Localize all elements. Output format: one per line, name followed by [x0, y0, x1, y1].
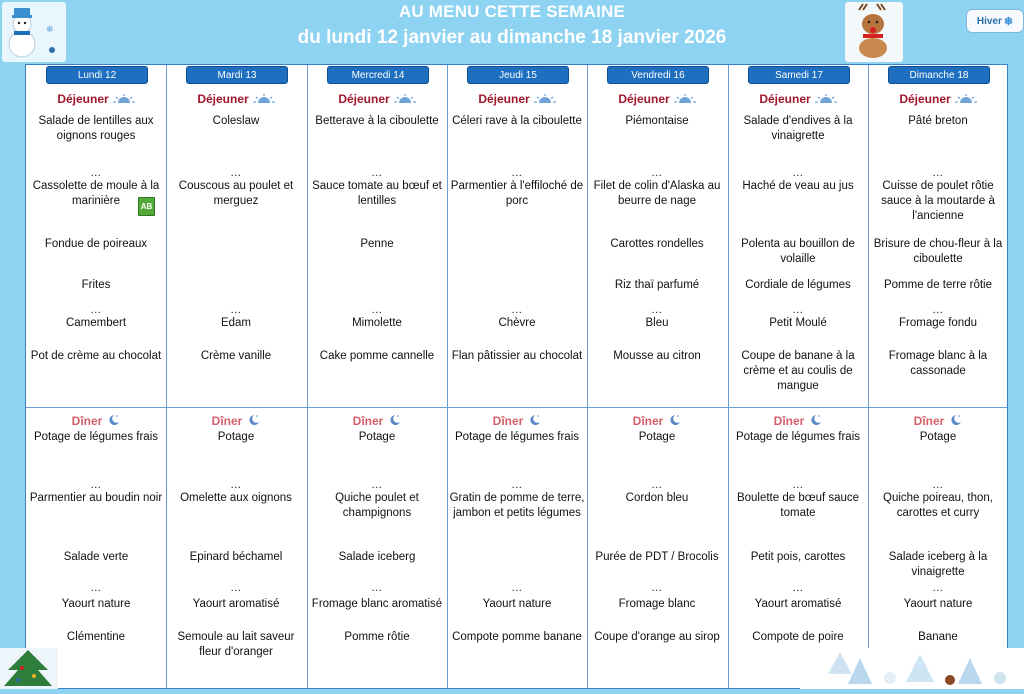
- dejeuner-heading: [307, 92, 447, 107]
- diner-label: Dîner: [773, 414, 805, 428]
- dejeuner-label: Déjeuner: [899, 92, 951, 106]
- diner-dish: Potage de légumes frais: [454, 431, 580, 443]
- diner-dish: Coupe d'orange au sirop: [594, 631, 720, 643]
- course-separator: ...: [651, 304, 663, 316]
- dejeuner-dish: Mimolette: [352, 317, 402, 329]
- dejeuner-heading: [26, 92, 166, 107]
- course-separator: ...: [371, 304, 383, 316]
- course-separator: ...: [371, 167, 383, 179]
- snowflake-icon: ❄: [1003, 15, 1014, 28]
- dejeuner-dish: Fondue de poireaux: [44, 238, 148, 250]
- dejeuner-dish: Cake pomme cannelle: [319, 350, 435, 362]
- day-header-tab: Lundi 12: [46, 66, 148, 84]
- moon-icon: [527, 414, 541, 429]
- diner-dish: Potage de légumes frais: [735, 431, 861, 443]
- diner-dish: Yaourt aromatisé: [754, 598, 842, 610]
- dejeuner-dish: Fromage blanc à la cassonade: [888, 350, 988, 377]
- day-header-tab: Mardi 13: [186, 66, 288, 84]
- organic-label-icon: AB: [138, 197, 155, 216]
- dejeuner-dish: Parmentier à l'effiloché de porc: [450, 180, 584, 207]
- day-header-tab: Vendredi 16: [607, 66, 709, 84]
- dejeuner-dish: Salade d'endives à la vinaigrette: [743, 115, 853, 142]
- day-column: [166, 65, 306, 688]
- diner-label: Dîner: [913, 414, 945, 428]
- dejeuner-label: Déjeuner: [338, 92, 390, 106]
- diner-heading: [868, 414, 1008, 429]
- dejeuner-dish: Haché de veau au jus: [742, 180, 854, 192]
- moon-icon: [808, 414, 822, 429]
- diner-dish: Quiche poulet et champignons: [335, 492, 419, 519]
- dejeuner-dish: Betterave à la ciboulette: [315, 115, 439, 127]
- diner-dish: Petit pois, carottes: [750, 551, 846, 563]
- diner-heading: [587, 414, 727, 429]
- diner-dish: Parmentier au boudin noir: [29, 492, 163, 504]
- diner-label: Dîner: [632, 414, 664, 428]
- diner-dish: Potage de légumes frais: [33, 431, 159, 443]
- dejeuner-label: Déjeuner: [478, 92, 530, 106]
- diner-dish: Fromage blanc: [618, 598, 696, 610]
- dejeuner-dish: Flan pâtissier au chocolat: [451, 350, 583, 362]
- diner-dish: Yaourt nature: [903, 598, 973, 610]
- dejeuner-dish: Crème vanille: [200, 350, 272, 362]
- sun-icon: [253, 93, 275, 107]
- diner-dish: Gratin de pomme de terre, jambon et petits légumes: [449, 492, 585, 519]
- sun-icon: [394, 93, 416, 107]
- moon-icon: [106, 414, 120, 429]
- diner-dish: Yaourt aromatisé: [192, 598, 280, 610]
- course-separator: ...: [932, 479, 944, 491]
- dejeuner-dish: Edam: [220, 317, 252, 329]
- diner-dish: Compote pomme banane: [452, 631, 582, 643]
- day-header-tab: Mercredi 14: [327, 66, 429, 84]
- dejeuner-dish: Frites: [81, 279, 111, 291]
- course-separator: ...: [511, 167, 523, 179]
- dejeuner-dish: Pâté breton: [908, 115, 968, 127]
- day-column: [587, 65, 727, 688]
- moon-icon: [387, 414, 401, 429]
- course-separator: ...: [932, 304, 944, 316]
- dejeuner-heading: [868, 92, 1008, 107]
- day-column: [307, 65, 447, 688]
- dejeuner-dish: Filet de colin d'Alaska au beurre de nage: [593, 180, 721, 207]
- diner-dish: Salade iceberg à la vinaigrette: [888, 551, 988, 578]
- diner-dish: Omelette aux oignons: [180, 492, 292, 504]
- dejeuner-dish: Cassolette de moule à la marinière: [32, 180, 160, 207]
- course-separator: ...: [230, 167, 242, 179]
- dejeuner-heading: [728, 92, 868, 107]
- course-separator: ...: [511, 304, 523, 316]
- diner-dish: Compote de poire: [752, 631, 844, 643]
- diner-label: Dîner: [492, 414, 524, 428]
- course-separator: ...: [792, 582, 804, 594]
- diner-dish: Pomme rôtie: [344, 631, 410, 643]
- menu-grid: [25, 64, 1008, 689]
- course-separator: ...: [90, 582, 102, 594]
- page-subtitle: du lundi 12 janvier au dimanche 18 janvier 2026: [297, 27, 727, 48]
- dejeuner-dish: Céleri rave à la ciboulette: [452, 115, 582, 127]
- dejeuner-dish: Penne: [360, 238, 394, 250]
- dejeuner-dish: Petit Moulé: [769, 317, 827, 329]
- sun-icon: [815, 93, 837, 107]
- winter-scene-illustration: [800, 648, 1024, 689]
- course-separator: ...: [371, 479, 383, 491]
- dejeuner-label: Déjeuner: [197, 92, 249, 106]
- moon-icon: [667, 414, 681, 429]
- dejeuner-dish: Salade de lentilles aux oignons rouges: [38, 115, 154, 142]
- course-separator: ...: [651, 167, 663, 179]
- dejeuner-heading: [447, 92, 587, 107]
- course-separator: ...: [90, 479, 102, 491]
- season-badge: [966, 9, 1024, 33]
- dejeuner-dish: Riz thaï parfumé: [614, 279, 700, 291]
- course-separator: ...: [792, 304, 804, 316]
- dejeuner-dish: Camembert: [65, 317, 127, 329]
- diner-dish: Salade iceberg: [338, 551, 416, 563]
- diner-label: Dîner: [211, 414, 243, 428]
- course-separator: ...: [230, 582, 242, 594]
- diner-dish: Fromage blanc aromatisé: [311, 598, 443, 610]
- dejeuner-dish: Mousse au citron: [613, 350, 701, 362]
- course-separator: ...: [651, 582, 663, 594]
- dejeuner-dish: Piémontaise: [625, 115, 689, 127]
- day-column: [728, 65, 868, 688]
- sun-icon: [955, 93, 977, 107]
- diner-dish: Salade verte: [63, 551, 129, 563]
- day-column: [447, 65, 587, 688]
- diner-heading: [728, 414, 868, 429]
- diner-heading: [447, 414, 587, 429]
- diner-dish: Semoule au lait saveur fleur d'oranger: [177, 631, 295, 658]
- dejeuner-heading: [587, 92, 727, 107]
- dejeuner-dish: Sauce tomate au bœuf et lentilles: [312, 180, 442, 207]
- course-separator: ...: [230, 479, 242, 491]
- diner-dish: Cordon bleu: [625, 492, 689, 504]
- dejeuner-dish: Cordiale de légumes: [745, 279, 851, 291]
- sun-icon: [534, 93, 556, 107]
- page-title: AU MENU CETTE SEMAINE: [398, 2, 626, 21]
- course-separator: ...: [651, 479, 663, 491]
- reindeer-illustration: [845, 2, 903, 62]
- snowman-illustration: [2, 2, 66, 62]
- sun-icon: [674, 93, 696, 107]
- dejeuner-dish: Bleu: [645, 317, 669, 329]
- course-separator: ...: [792, 479, 804, 491]
- dejeuner-dish: Pomme de terre rôtie: [883, 279, 992, 291]
- diner-dish: Clémentine: [66, 631, 126, 643]
- diner-dish: Yaourt nature: [61, 598, 131, 610]
- day-header-tab: Dimanche 18: [888, 66, 990, 84]
- season-label: Hiver: [976, 15, 1002, 27]
- diner-dish: Purée de PDT / Brocolis: [595, 551, 719, 563]
- svg-text:❄: ❄: [46, 24, 54, 34]
- diner-heading: [26, 414, 166, 429]
- dejeuner-dish: Couscous au poulet et merguez: [178, 180, 294, 207]
- course-separator: ...: [511, 582, 523, 594]
- course-separator: ...: [90, 304, 102, 316]
- dejeuner-label: Déjeuner: [759, 92, 811, 106]
- diner-dish: Potage: [919, 431, 957, 443]
- dejeuner-dish: Cuisse de poulet rôtie sauce à la moutarde à l'ancienne: [881, 180, 995, 222]
- moon-icon: [246, 414, 260, 429]
- christmas-tree-illustration: [0, 648, 58, 689]
- dejeuner-dish: Chèvre: [498, 317, 536, 329]
- dejeuner-dish: Fromage fondu: [899, 317, 977, 329]
- diner-dish: Potage: [217, 431, 255, 443]
- dejeuner-dish: Pot de crème au chocolat: [30, 350, 162, 362]
- dejeuner-dish: Brisure de chou-fleur à la ciboulette: [873, 238, 1003, 265]
- diner-dish: Epinard béchamel: [189, 551, 283, 563]
- day-header-tab: Samedi 17: [748, 66, 850, 84]
- course-separator: ...: [90, 167, 102, 179]
- moon-icon: [948, 414, 962, 429]
- dejeuner-label: Déjeuner: [57, 92, 109, 106]
- diner-dish: Boulette de bœuf sauce tomate: [736, 492, 860, 519]
- day-header-tab: Jeudi 15: [467, 66, 569, 84]
- dejeuner-dish: Polenta au bouillon de volaille: [741, 238, 855, 265]
- sun-icon: [113, 93, 135, 107]
- diner-label: Dîner: [71, 414, 103, 428]
- diner-heading: [166, 414, 306, 429]
- course-separator: ...: [230, 304, 242, 316]
- diner-dish: Quiche poireau, thon, carottes et curry: [883, 492, 993, 519]
- dejeuner-heading: [166, 92, 306, 107]
- course-separator: ...: [511, 479, 523, 491]
- day-column: [868, 65, 1008, 688]
- dejeuner-dish: Coleslaw: [212, 115, 260, 127]
- dejeuner-dish: Carottes rondelles: [610, 238, 704, 250]
- course-separator: ...: [371, 582, 383, 594]
- dejeuner-dish: Coupe de banane à la crème et au coulis de mangue: [741, 350, 855, 392]
- course-separator: ...: [932, 582, 944, 594]
- diner-dish: Banane: [918, 631, 958, 643]
- course-separator: ...: [792, 167, 804, 179]
- diner-dish: Potage: [358, 431, 396, 443]
- dejeuner-label: Déjeuner: [618, 92, 670, 106]
- day-column: [26, 65, 166, 688]
- course-separator: ...: [932, 167, 944, 179]
- diner-heading: [307, 414, 447, 429]
- diner-label: Dîner: [352, 414, 384, 428]
- diner-dish: Potage: [638, 431, 676, 443]
- diner-dish: Yaourt nature: [482, 598, 552, 610]
